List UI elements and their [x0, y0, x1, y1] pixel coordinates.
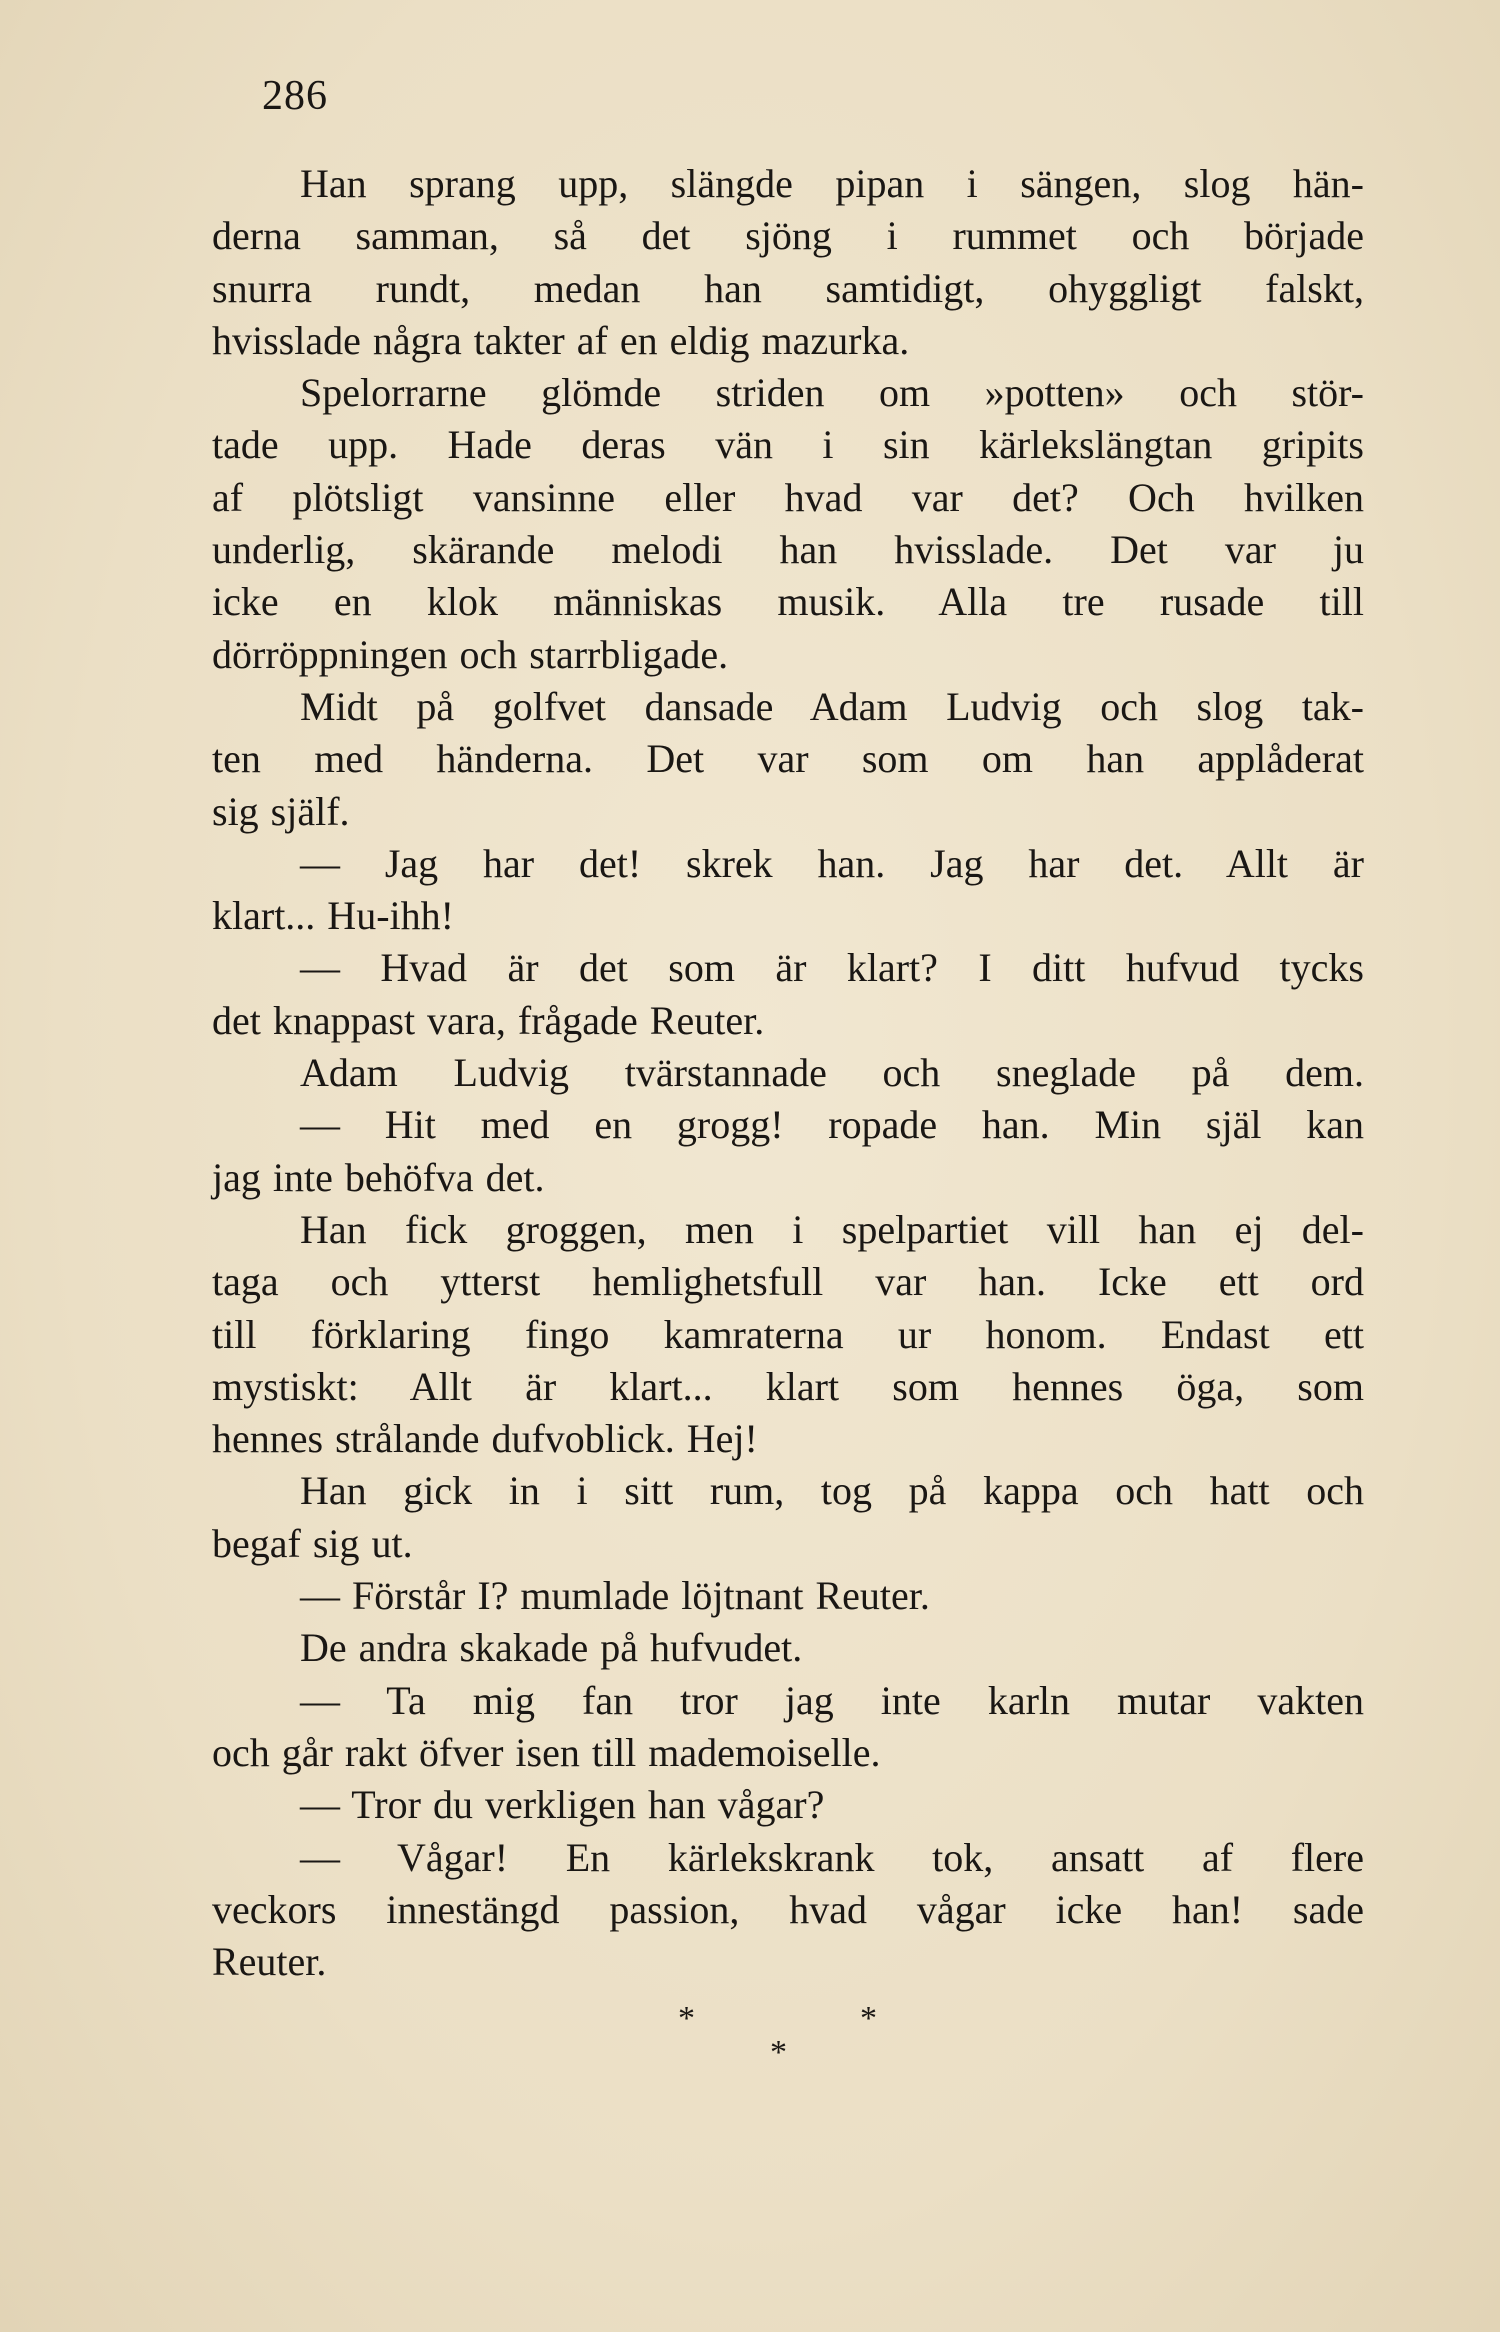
- text-line: icke en klok människas musik. Alla tre rusade till: [212, 579, 1364, 625]
- text-line: jag inte behöfva det.: [212, 1154, 545, 1200]
- text-line: — Tror du verkligen han vågar?: [300, 1782, 825, 1828]
- text-line: af plötsligt vansinne eller hvad var det? Och hvilken: [212, 474, 1364, 520]
- text-line: begaf sig ut.: [212, 1520, 413, 1566]
- text-line: — Vågar! En kärlekskrank tok, ansatt af flere: [300, 1834, 1364, 1880]
- text-line: De andra skakade på hufvudet.: [300, 1625, 803, 1671]
- text-line: — Hvad är det som är klart? I ditt hufvud tycks: [300, 945, 1364, 991]
- text-line: Spelorrarne glömde striden om »potten» och stör-: [300, 370, 1364, 416]
- text-line: Reuter.: [212, 1939, 327, 1985]
- page-number: 286: [262, 73, 328, 119]
- text-line: — Jag har det! skrek han. Jag har det. Allt är: [300, 840, 1364, 886]
- text-line: sig själf.: [212, 788, 350, 834]
- text-line: derna samman, så det sjöng i rummet och började: [212, 213, 1364, 259]
- text-line: Adam Ludvig tvärstannade och sneglade på dem.: [300, 1050, 1364, 1096]
- text-line: ten med händerna. Det var som om han applåderat: [212, 736, 1364, 782]
- text-line: tade upp. Hade deras vän i sin kärlekslängtan gripits: [212, 422, 1364, 468]
- text-line: hennes strålande dufvoblick. Hej!: [212, 1416, 758, 1462]
- text-line: klart... Hu-ihh!: [212, 893, 454, 939]
- text-line: Han fick groggen, men i spelpartiet vill han ej del-: [300, 1206, 1364, 1252]
- text-line: Midt på golfvet dansade Adam Ludvig och slog tak-: [300, 683, 1364, 729]
- text-line: snurra rundt, medan han samtidigt, ohyggligt falskt,: [212, 265, 1364, 311]
- text-line: det knappast vara, frågade Reuter.: [212, 997, 765, 1043]
- text-line: dörröppningen och starrbligade.: [212, 631, 729, 677]
- text-line: — Hit med en grogg! ropade han. Min själ kan: [300, 1102, 1364, 1148]
- text-line: — Förstår I? mumlade löjtnant Reuter.: [300, 1573, 930, 1619]
- text-line: — Ta mig fan tror jag inte karln mutar vakten: [300, 1677, 1364, 1723]
- text-line: Han gick in i sitt rum, tog på kappa och hatt och: [300, 1468, 1364, 1514]
- text-line: Han sprang upp, slängde pipan i sängen, slog hän-: [300, 161, 1364, 206]
- section-separator: [660, 2000, 900, 2080]
- text-line: till förklaring fingo kamraterna ur honom. Endast ett: [212, 1311, 1364, 1357]
- body-text: [212, 158, 1364, 1988]
- text-line: mystiskt: Allt är klart... klart som hennes öga, som: [212, 1363, 1364, 1409]
- separator-asterisk: *: [770, 2034, 787, 2071]
- text-line: taga och ytterst hemlighetsfull var han. Icke ett ord: [212, 1259, 1364, 1305]
- text-line: veckors innestängd passion, hvad vågar icke han! sade: [212, 1886, 1364, 1932]
- text-line: underlig, skärande melodi han hvisslade. Det var ju: [212, 527, 1364, 573]
- text-line: och går rakt öfver isen till mademoiselle.: [212, 1729, 881, 1775]
- separator-asterisk: *: [678, 2000, 695, 2037]
- separator-asterisk: *: [860, 2000, 877, 2037]
- text-line: hvisslade några takter af en eldig mazurka.: [212, 317, 910, 363]
